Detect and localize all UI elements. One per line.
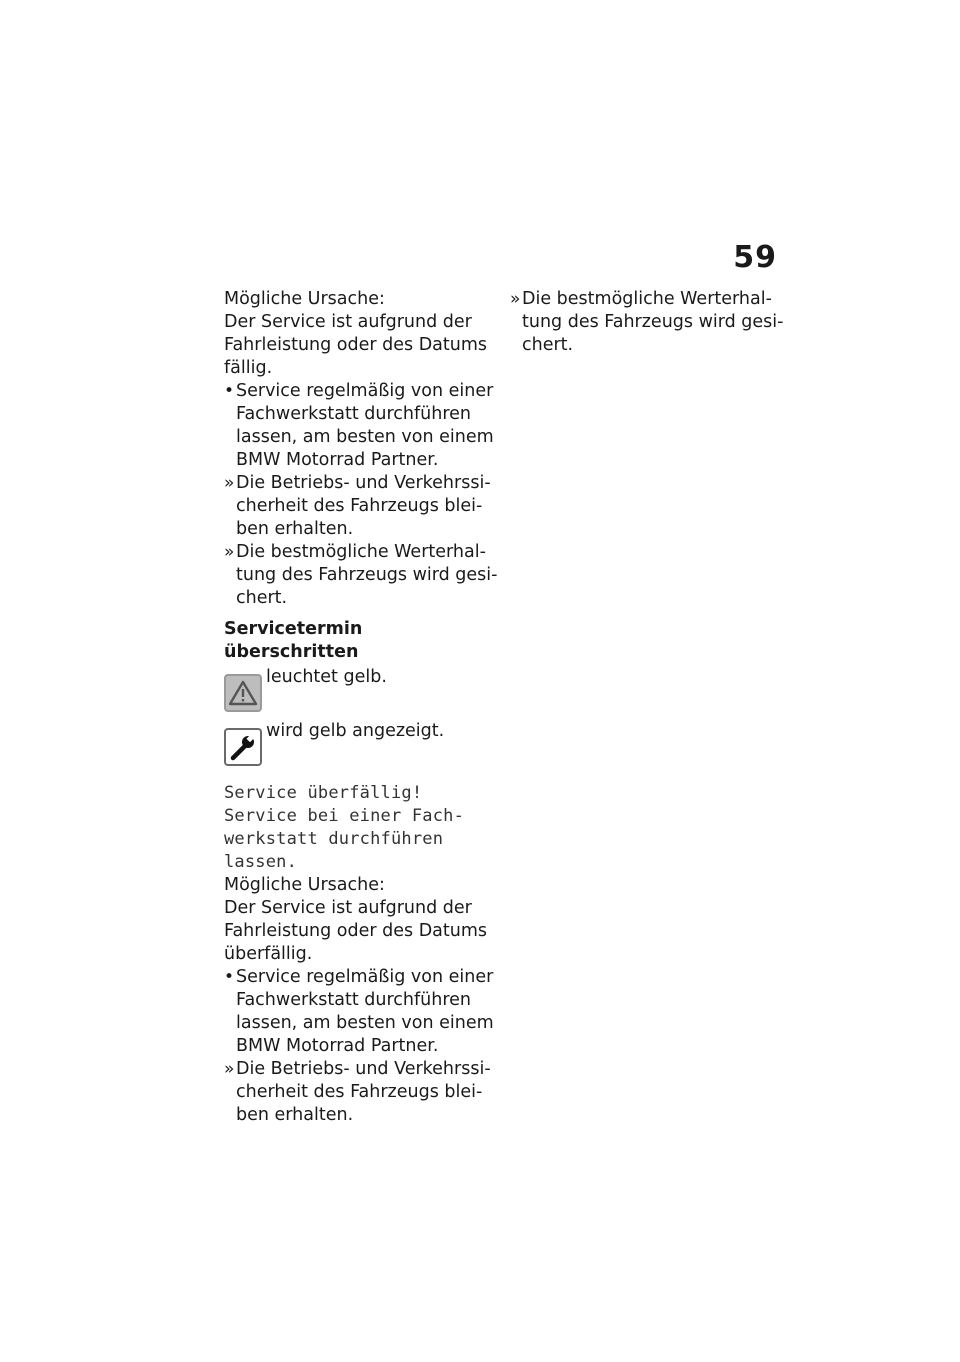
cause-text: Der Service ist aufgrund der Fahrleistung oder des Datums fällig. xyxy=(224,312,488,378)
bullet-item: • Service regelmäßig von einer Fachwerkstatt durchführen lassen, am besten von einem BMW Motorrad Partner. xyxy=(224,381,494,470)
warning-text: leuchtet gelb. xyxy=(266,667,387,687)
cause-label: Mögliche Ursache: xyxy=(224,875,385,895)
result-item: » Die bestmögliche Werterhal- tung des Fahrzeugs wird gesi- chert. xyxy=(224,542,498,608)
warning-triangle-icon xyxy=(224,674,262,712)
page-number: 59 xyxy=(733,240,777,275)
bullet-item: • Service regelmäßig von einer Fachwerkstatt durchführen lassen, am besten von einem BMW Motorrad Partner. xyxy=(224,967,494,1056)
left-column xyxy=(224,288,499,1127)
display-message: Service überfällig! Service bei einer Fach- werkstatt durchführen lassen. xyxy=(224,783,465,872)
wrench-text: wird gelb angezeigt. xyxy=(266,721,445,741)
result-item: » Die Betriebs- und Verkehrssi- cherheit des Fahrzeugs blei- ben erhalten. xyxy=(224,473,491,539)
section-heading: Servicetermin überschritten xyxy=(224,619,363,662)
warning-row xyxy=(224,666,499,718)
result-item: » Die Betriebs- und Verkehrssi- cherheit des Fahrzeugs blei- ben erhalten. xyxy=(224,1059,491,1125)
cause-label: Mögliche Ursache: xyxy=(224,289,385,309)
wrench-icon xyxy=(224,728,262,766)
right-column xyxy=(510,288,785,357)
result-item: » Die bestmögliche Werterhal- tung des Fahrzeugs wird gesi- chert. xyxy=(510,289,784,355)
cause-text: Der Service ist aufgrund der Fahrleistung oder des Datums überfällig. xyxy=(224,898,488,964)
wrench-row xyxy=(224,720,499,772)
